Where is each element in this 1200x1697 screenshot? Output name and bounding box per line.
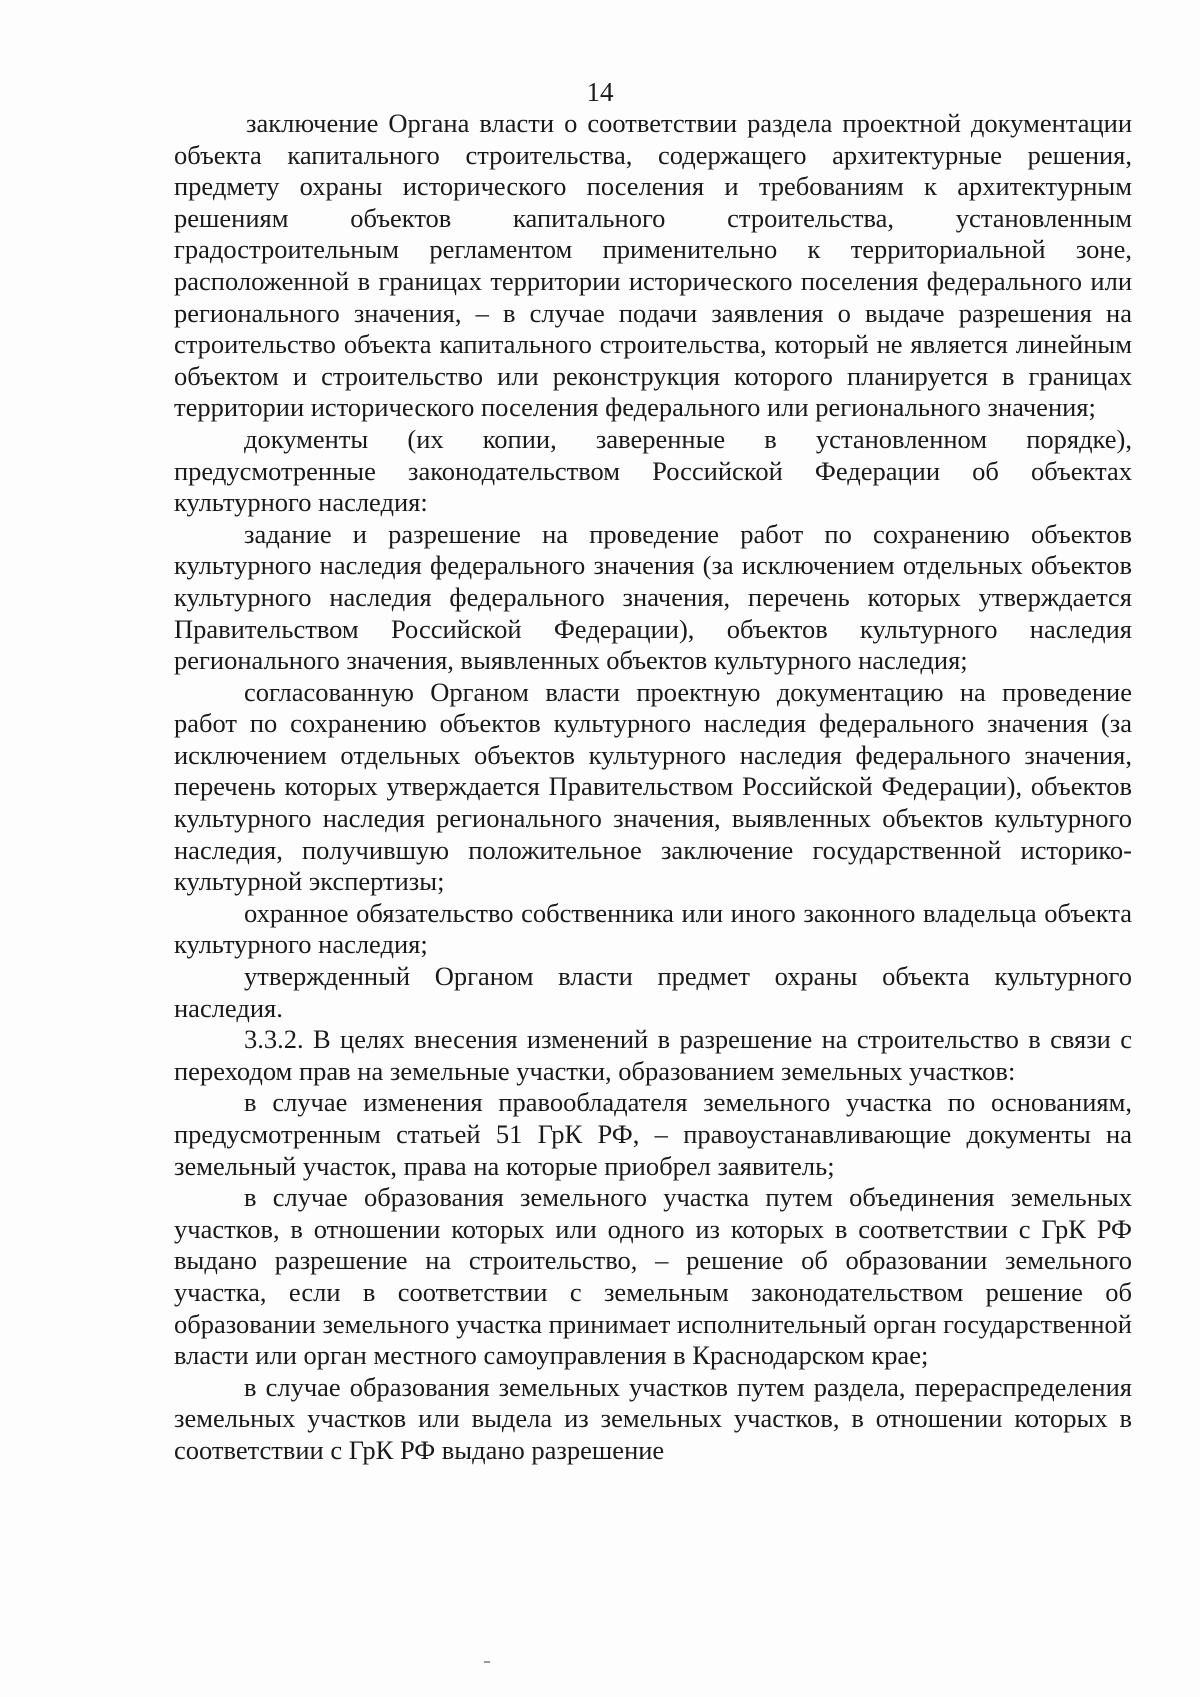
document-body <box>174 108 1132 1467</box>
scan-speck <box>484 1661 490 1663</box>
paragraph-plot-merger: в случае образования земельного участка путем объединения земельных участков, в отношении которых или одного из которых в соответствии с ГрК РФ выдано разрешение на строительство, – решение об образовании земельного участка, если в соответствии с земельным законодательством решение об образовании земельного участка принимает исполнительный орган государственной власти или орган местного самоуправления в Краснодарском крае; <box>174 1182 1132 1371</box>
paragraph-approved-project-documentation: согласованную Органом власти проектную документацию на проведение работ по сохранению объектов культурного наследия федерального значения (за исключением отдельных объектов культурного наследия федерального значения, перечень которых утверждается Правительством Российской Федерации), объектов культурного наследия регионального значения, выявленных объектов культурного наследия, получившую положительное заключение государственной историко-культурной экспертизы; <box>174 676 1132 897</box>
paragraph-heritage-documents: документы (их копии, заверенные в установленном порядке), предусмотренные законодательством Российской Федерации об объектах культурного наследия: <box>174 423 1132 518</box>
paragraph-plot-division: в случае образования земельных участков путем раздела, перераспределения земельных участков или выдела из земельных участков, в отношении которых в соответствии с ГрК РФ выдано разрешение <box>174 1371 1132 1465</box>
paragraph-architectural-conclusion: заключение Органа власти о соответствии раздела проектной документации объекта капитального строительства, содержащего архитектурные решения, предмету охраны исторического поселения и требованиям к архитектурным решениям объектов капитального строительства, установленным градостроительным регламентом применительно к территориальной зоне, расположенной в границах территории исторического поселения федерального или регионального значения, – в случае подачи заявления о выдаче разрешения на строительство объекта капитального строительства, который не является линейным объектом и строительство или реконструкция которого планируется в границах территории исторического поселения федерального или регионального значения; <box>174 108 1132 423</box>
paragraph-owner-change: в случае изменения правообладателя земельного участка по основаниям, предусмотренным статьей 51 ГрК РФ, – правоустанавливающие документы на земельный участок, права на которые приобрел заявитель; <box>174 1087 1132 1181</box>
paragraph-protection-subject: утвержденный Органом власти предмет охраны объекта культурного наследия. <box>174 961 1132 1023</box>
paragraph-assignment-and-permit: задание и разрешение на проведение работ по сохранению объектов культурного наследия федерального значения (за исключением отдельных объектов культурного наследия федерального значения, перечень которых утверждается Правительством Российской Федерации), объектов культурного наследия регионального значения, выявленных объектов культурного наследия; <box>174 518 1132 676</box>
paragraph-section-3-3-2: 3.3.2. В целях внесения изменений в разрешение на строительство в связи с переходом прав на земельные участки, образованием земельных участков: <box>174 1024 1132 1086</box>
page-number: 14 <box>586 77 614 107</box>
paragraph-protection-obligation: охранное обязательство собственника или иного законного владельца объекта культурного наследия; <box>174 897 1132 960</box>
